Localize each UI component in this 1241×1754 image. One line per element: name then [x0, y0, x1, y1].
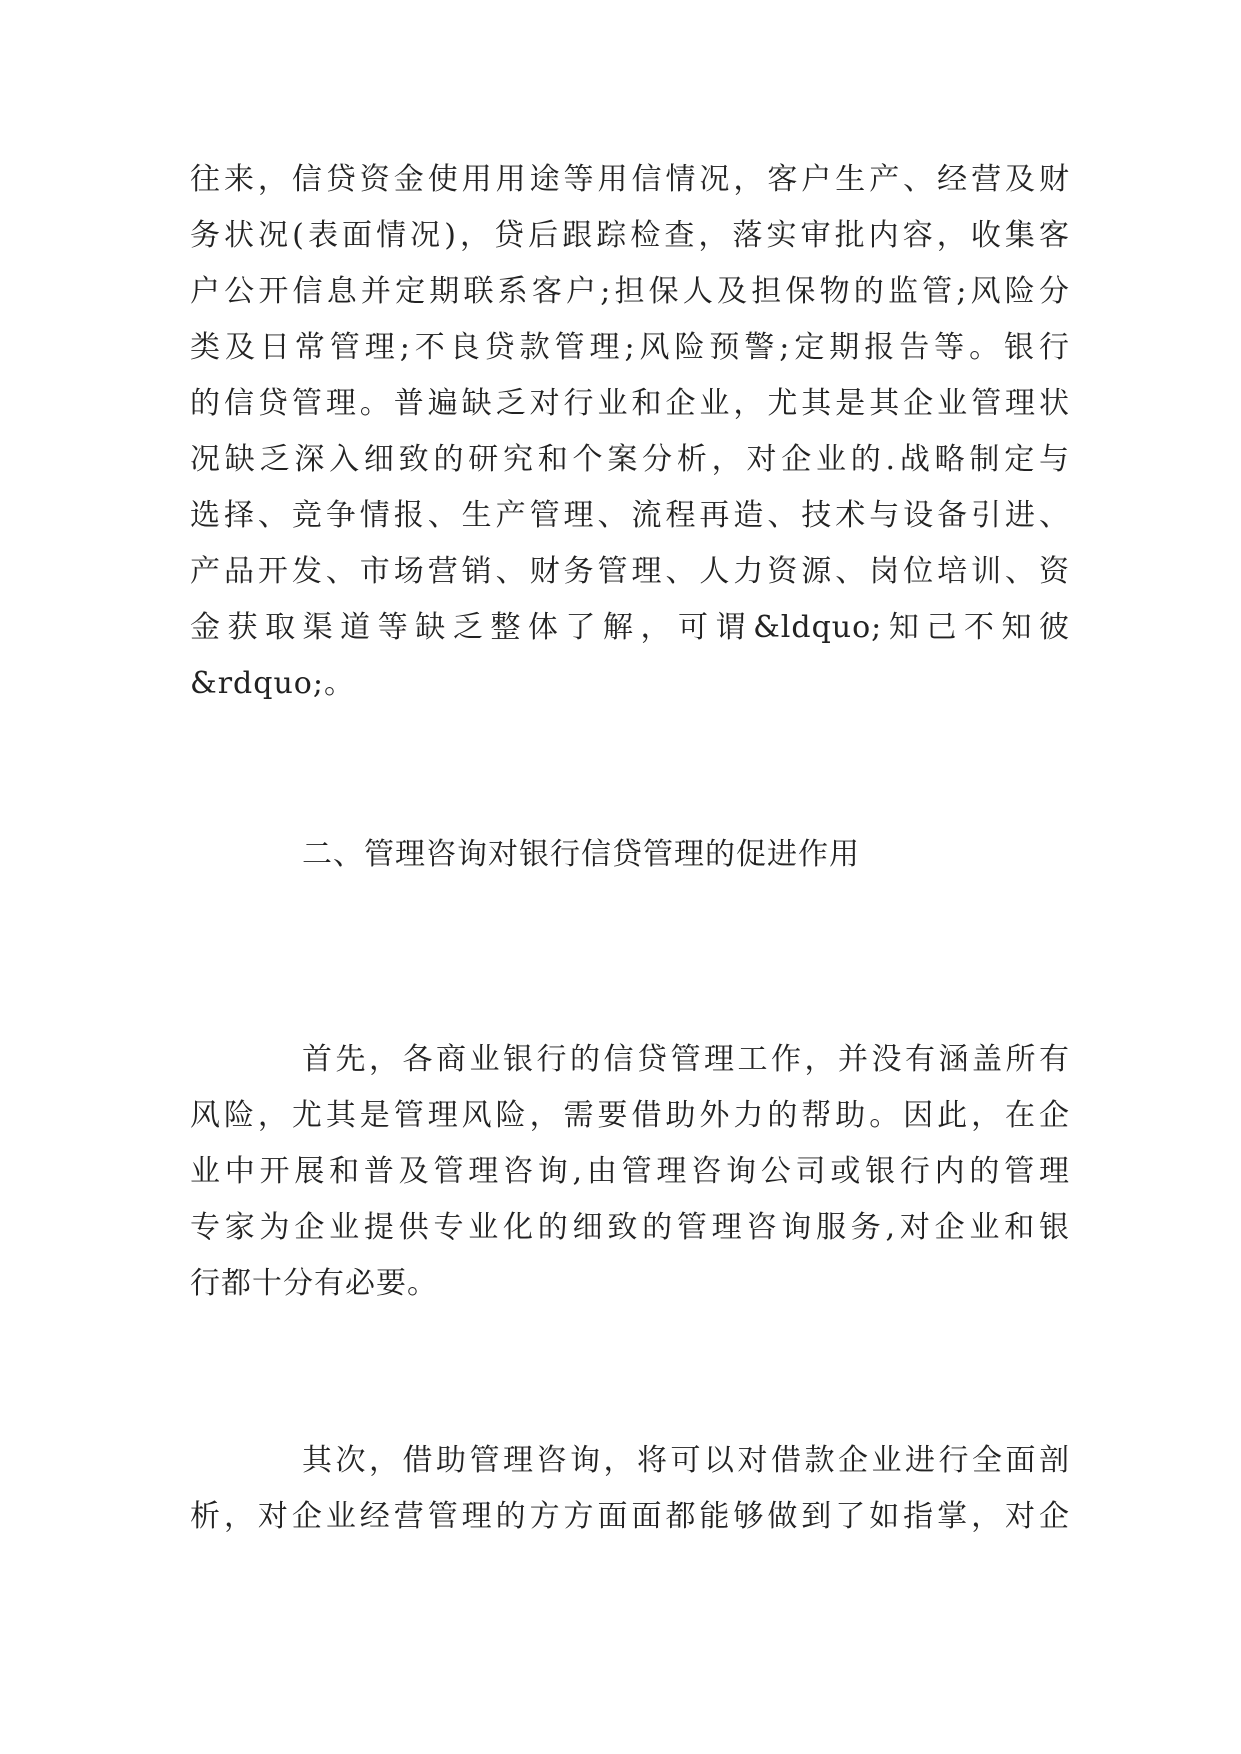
paragraph-1-line-8: 产品开发、市场营销、财务管理、人力资源、岗位培训、资: [190, 554, 1070, 589]
paragraph-1-line-4: 类及日常管理;不良贷款管理;风险预警;定期报告等。银行: [190, 330, 1070, 365]
paragraph-1-line-1: 往来，信贷资金使用用途等用信情况，客户生产、经营及财: [190, 162, 1070, 197]
paragraph-1-line-2: 务状况(表面情况)，贷后跟踪检查，落实审批内容，收集客: [190, 218, 1070, 253]
paragraph-2-line-3: 业中开展和普及管理咨询,由管理咨询公司或银行内的管理: [190, 1154, 1070, 1189]
paragraph-2-line-4: 专家为企业提供专业化的细致的管理咨询服务,对企业和银: [190, 1210, 1070, 1245]
paragraph-3-line-1: 其次，借助管理咨询，将可以对借款企业进行全面剖: [302, 1443, 1070, 1478]
paragraph-1-line-5: 的信贷管理。普遍缺乏对行业和企业，尤其是其企业管理状: [190, 386, 1070, 421]
paragraph-2-line-1: 首先，各商业银行的信贷管理工作，并没有涵盖所有: [302, 1042, 1070, 1077]
paragraph-1-line-6: 况缺乏深入细致的研究和个案分析，对企业的.战略制定与: [190, 442, 1070, 477]
section-heading: 二、管理咨询对银行信贷管理的促进作用: [302, 837, 860, 872]
paragraph-2-line-5: 行都十分有必要。: [190, 1266, 438, 1301]
paragraph-2-line-2: 风险，尤其是管理风险，需要借助外力的帮助。因此，在企: [190, 1098, 1070, 1133]
paragraph-1-line-3: 户公开信息并定期联系客户;担保人及担保物的监管;风险分: [190, 274, 1070, 309]
paragraph-3-line-2: 析，对企业经营管理的方方面面都能够做到了如指掌，对企: [190, 1499, 1070, 1534]
paragraph-1-line-10: &rdquo;。: [190, 666, 355, 701]
paragraph-1-line-9: 金获取渠道等缺乏整体了解，可谓&ldquo;知己不知彼: [190, 610, 1070, 645]
paragraph-1-line-7: 选择、竞争情报、生产管理、流程再造、技术与设备引进、: [190, 498, 1070, 533]
